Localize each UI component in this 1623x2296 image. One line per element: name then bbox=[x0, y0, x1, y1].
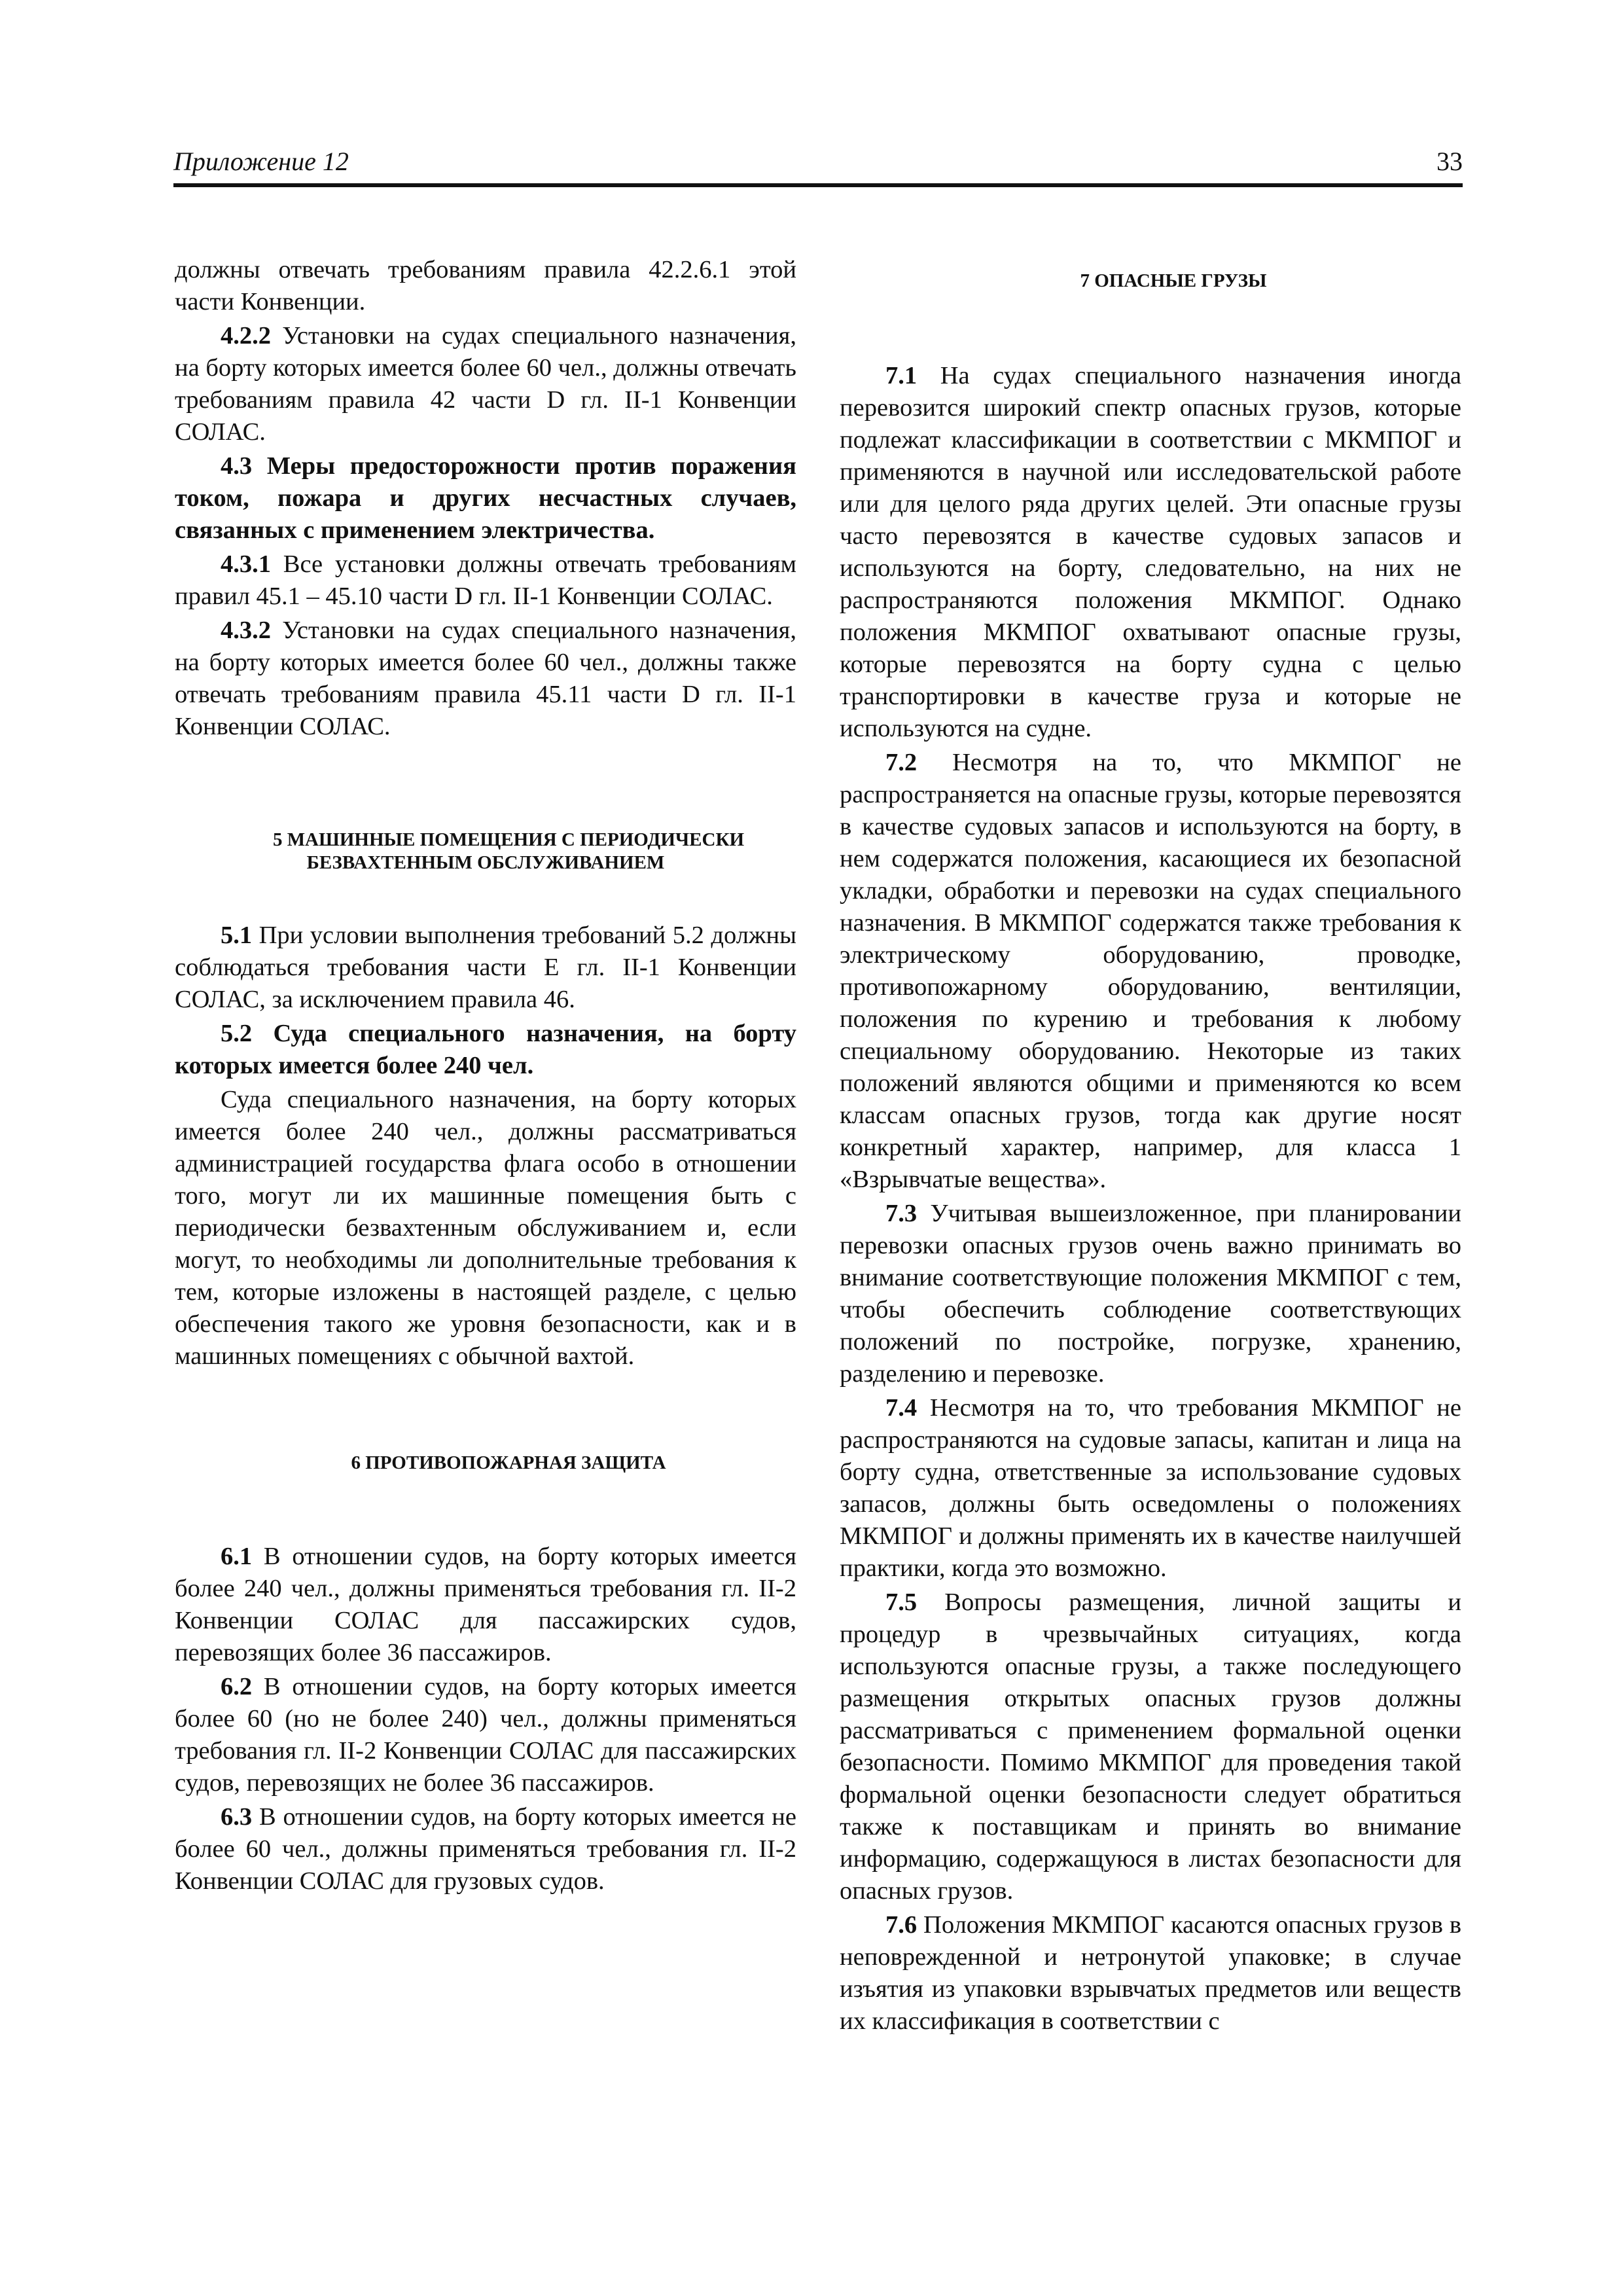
paragraph-5-1 bbox=[175, 920, 796, 1016]
paragraph-5-2-body: Суда специального назначения, на борту которых имеется более 240 чел., должны рассматриваться администрацией государства флага особо в отношении того, могут ли их машинные помещения быть с периодически безвахтенным обслуживанием и, если могут, то необходимы ли дополнительные требования к тем, которые изложены в настоящей разделе, с целью обеспечения такого же уровня безопасности, как и в машинных помещениях с обычной вахтой. bbox=[175, 1086, 796, 1370]
paragraph-text: На судах специального назначения иногда перевозится широкий спектр опасных грузов, которые подлежат классификации в соответствии с МКМПОГ и применяются в научной или исследовательской работе или для целого ряда других целей. Эти опасные грузы часто перевозятся в качестве судовых запасов и используются на борту, следовательно, на них не распространяются положения МКМПОГ. Однако положения МКМПОГ охватывают опасные грузы, которые перевозятся на борту судна с целью транспортировки в качестве груза и которые не используются на судне. bbox=[840, 362, 1461, 742]
clause-heading: 4.3 Меры предосторожности против поражения током, пожара и других несчастных случаев, связанных с применением электричества. bbox=[175, 452, 796, 544]
section-6-heading: 6 ПРОТИВОПОЖАРНАЯ ЗАЩИТА bbox=[351, 1452, 666, 1473]
paragraph-text: Несмотря на то, что МКМПОГ не распространяется на опасные грузы, которые перевозятся в качестве судовых запасов и используются на борту, в нем содержатся положения, касающиеся их безопасной укладки, обработки и перевозки на судах специального назначения. В МКМПОГ содержатся также требования к электрическому оборудованию, проводке, противопожарному оборудованию, вентиляции, положения по курению и требования к любому специальному оборудованию. Некоторые из таких положений являются общими и применяются ко всем классам опасных грузов, тогда как другие носят конкретный характер, например, для класса 1 «Взрывчатые вещества». bbox=[840, 749, 1461, 1193]
paragraph-7-4 bbox=[840, 1392, 1461, 1585]
paragraph-text: Учитывая вышеизложенное, при планировании перевозки опасных грузов очень важно принимать во внимание соответствующие положения МКМПОГ с тем, чтобы обеспечить соблюдение соответствующих положений по постройке, погрузке, хранению, разделению и перевозке. bbox=[840, 1200, 1461, 1388]
right-column bbox=[840, 254, 1461, 2039]
clause-number: 4.3.2 bbox=[221, 617, 271, 644]
paragraph-7-2 bbox=[840, 747, 1461, 1196]
paragraph-7-3 bbox=[840, 1198, 1461, 1390]
paragraph-4-3-1 bbox=[175, 548, 796, 613]
clause-number: 7.6 bbox=[885, 1911, 918, 1939]
left-column bbox=[175, 254, 796, 1899]
clause-heading: 5.2 Суда специального назначения, на борту которых имеется более 240 чел. bbox=[175, 1020, 796, 1079]
paragraph-6-3 bbox=[175, 1801, 796, 1897]
header-title: Приложение 12 bbox=[173, 147, 349, 176]
paragraph-6-2 bbox=[175, 1671, 796, 1799]
paragraph-text: В отношении судов, на борту которых имеется не более 60 чел., должны применяться требования гл. II-2 Конвенции СОЛАС для грузовых судов. bbox=[175, 1803, 796, 1895]
section-5-heading-line1: 5 МАШИННЫЕ ПОМЕЩЕНИЯ С ПЕРИОДИЧЕСКИ bbox=[272, 829, 745, 850]
section-5-heading bbox=[175, 829, 796, 874]
paragraph-4-3 bbox=[175, 450, 796, 547]
section-5-heading-line2: БЕЗВАХТЕННЫМ ОБСЛУЖИВАНИЕМ bbox=[306, 852, 665, 873]
paragraph-6-1 bbox=[175, 1541, 796, 1669]
paragraph-4-3-2 bbox=[175, 615, 796, 743]
clause-number: 7.1 bbox=[885, 362, 918, 389]
clause-number: 6.3 bbox=[221, 1803, 253, 1831]
paragraph-7-5 bbox=[840, 1587, 1461, 1907]
paragraph-text: Установки на судах специального назначения, на борту которых имеется более 60 чел., должны также отвечать требованиям правила 45.11 части D гл. II-1 Конвенции СОЛАС. bbox=[175, 617, 796, 740]
paragraph-text: При условии выполнения требований 5.2 должны соблюдаться требования части E гл. II-1 Конвенции СОЛАС, за исключением правила 46. bbox=[175, 922, 796, 1013]
clause-number: 6.2 bbox=[221, 1673, 253, 1700]
paragraph-text: В отношении судов, на борту которых имеется более 60 (но не более 240) чел., должны применяться требования гл. II-2 Конвенции СОЛАС для пассажирских судов, перевозящих не более 36 пассажиров. bbox=[175, 1673, 796, 1797]
paragraph-continuation: должны отвечать требованиям правила 42.2.6.1 этой части Конвенции. bbox=[175, 256, 796, 315]
clause-number: 7.4 bbox=[885, 1394, 918, 1422]
clause-number: 4.2.2 bbox=[221, 322, 271, 350]
clause-number: 5.1 bbox=[221, 922, 253, 949]
paragraph-7-1 bbox=[840, 360, 1461, 745]
page-header bbox=[173, 145, 1463, 187]
clause-number: 7.5 bbox=[885, 1588, 918, 1616]
paragraph-5-2 bbox=[175, 1018, 796, 1082]
paragraph-text: Установки на судах специального назначения, на борту которых имеется более 60 чел., должны отвечать требованиям правила 42 части D гл. II-1 Конвенции СОЛАС. bbox=[175, 322, 796, 446]
paragraph-text: В отношении судов, на борту которых имеется более 240 чел., должны применяться требования гл. II-2 Конвенции СОЛАС для пассажирских судов, перевозящих более 36 пассажиров. bbox=[175, 1543, 796, 1666]
section-7-heading: 7 ОПАСНЫЕ ГРУЗЫ bbox=[1080, 270, 1267, 291]
page-number: 33 bbox=[1436, 147, 1463, 176]
paragraph-text: Положения МКМПОГ касаются опасных грузов в неповрежденной и нетронутой упаковке; в случае изъятия из упаковки взрывчатых предметов или веществ их классификация в соответствии с bbox=[840, 1911, 1461, 2035]
clause-number: 7.2 bbox=[885, 749, 918, 776]
clause-number: 4.3.1 bbox=[221, 550, 271, 578]
paragraph-4-2-2 bbox=[175, 320, 796, 448]
paragraph-text: Все установки должны отвечать требованиям правил 45.1 – 45.10 части D гл. II-1 Конвенции СОЛАС. bbox=[175, 550, 796, 610]
clause-number: 7.3 bbox=[885, 1200, 918, 1227]
clause-number: 6.1 bbox=[221, 1543, 253, 1570]
paragraph-text: Вопросы размещения, личной защиты и процедур в чрезвычайных ситуациях, когда используются опасные грузы, а также последующего размещения открытых опасных грузов должны рассматриваться с применением формальной оценки безопасности. Помимо МКМПОГ для проведения такой формальной оценки безопасности следует обратиться также к поставщикам и принять во внимание информацию, содержащуюся в листах безопасности для опасных грузов. bbox=[840, 1588, 1461, 1905]
paragraph-text: Несмотря на то, что требования МКМПОГ не распространяются на судовые запасы, капитан и лица на борту судна, ответственные за использование судовых запасов, должны быть осведомлены о положениях МКМПОГ и должны применять их в качестве наилучшей практики, когда это возможно. bbox=[840, 1394, 1461, 1582]
paragraph-7-6 bbox=[840, 1909, 1461, 2037]
